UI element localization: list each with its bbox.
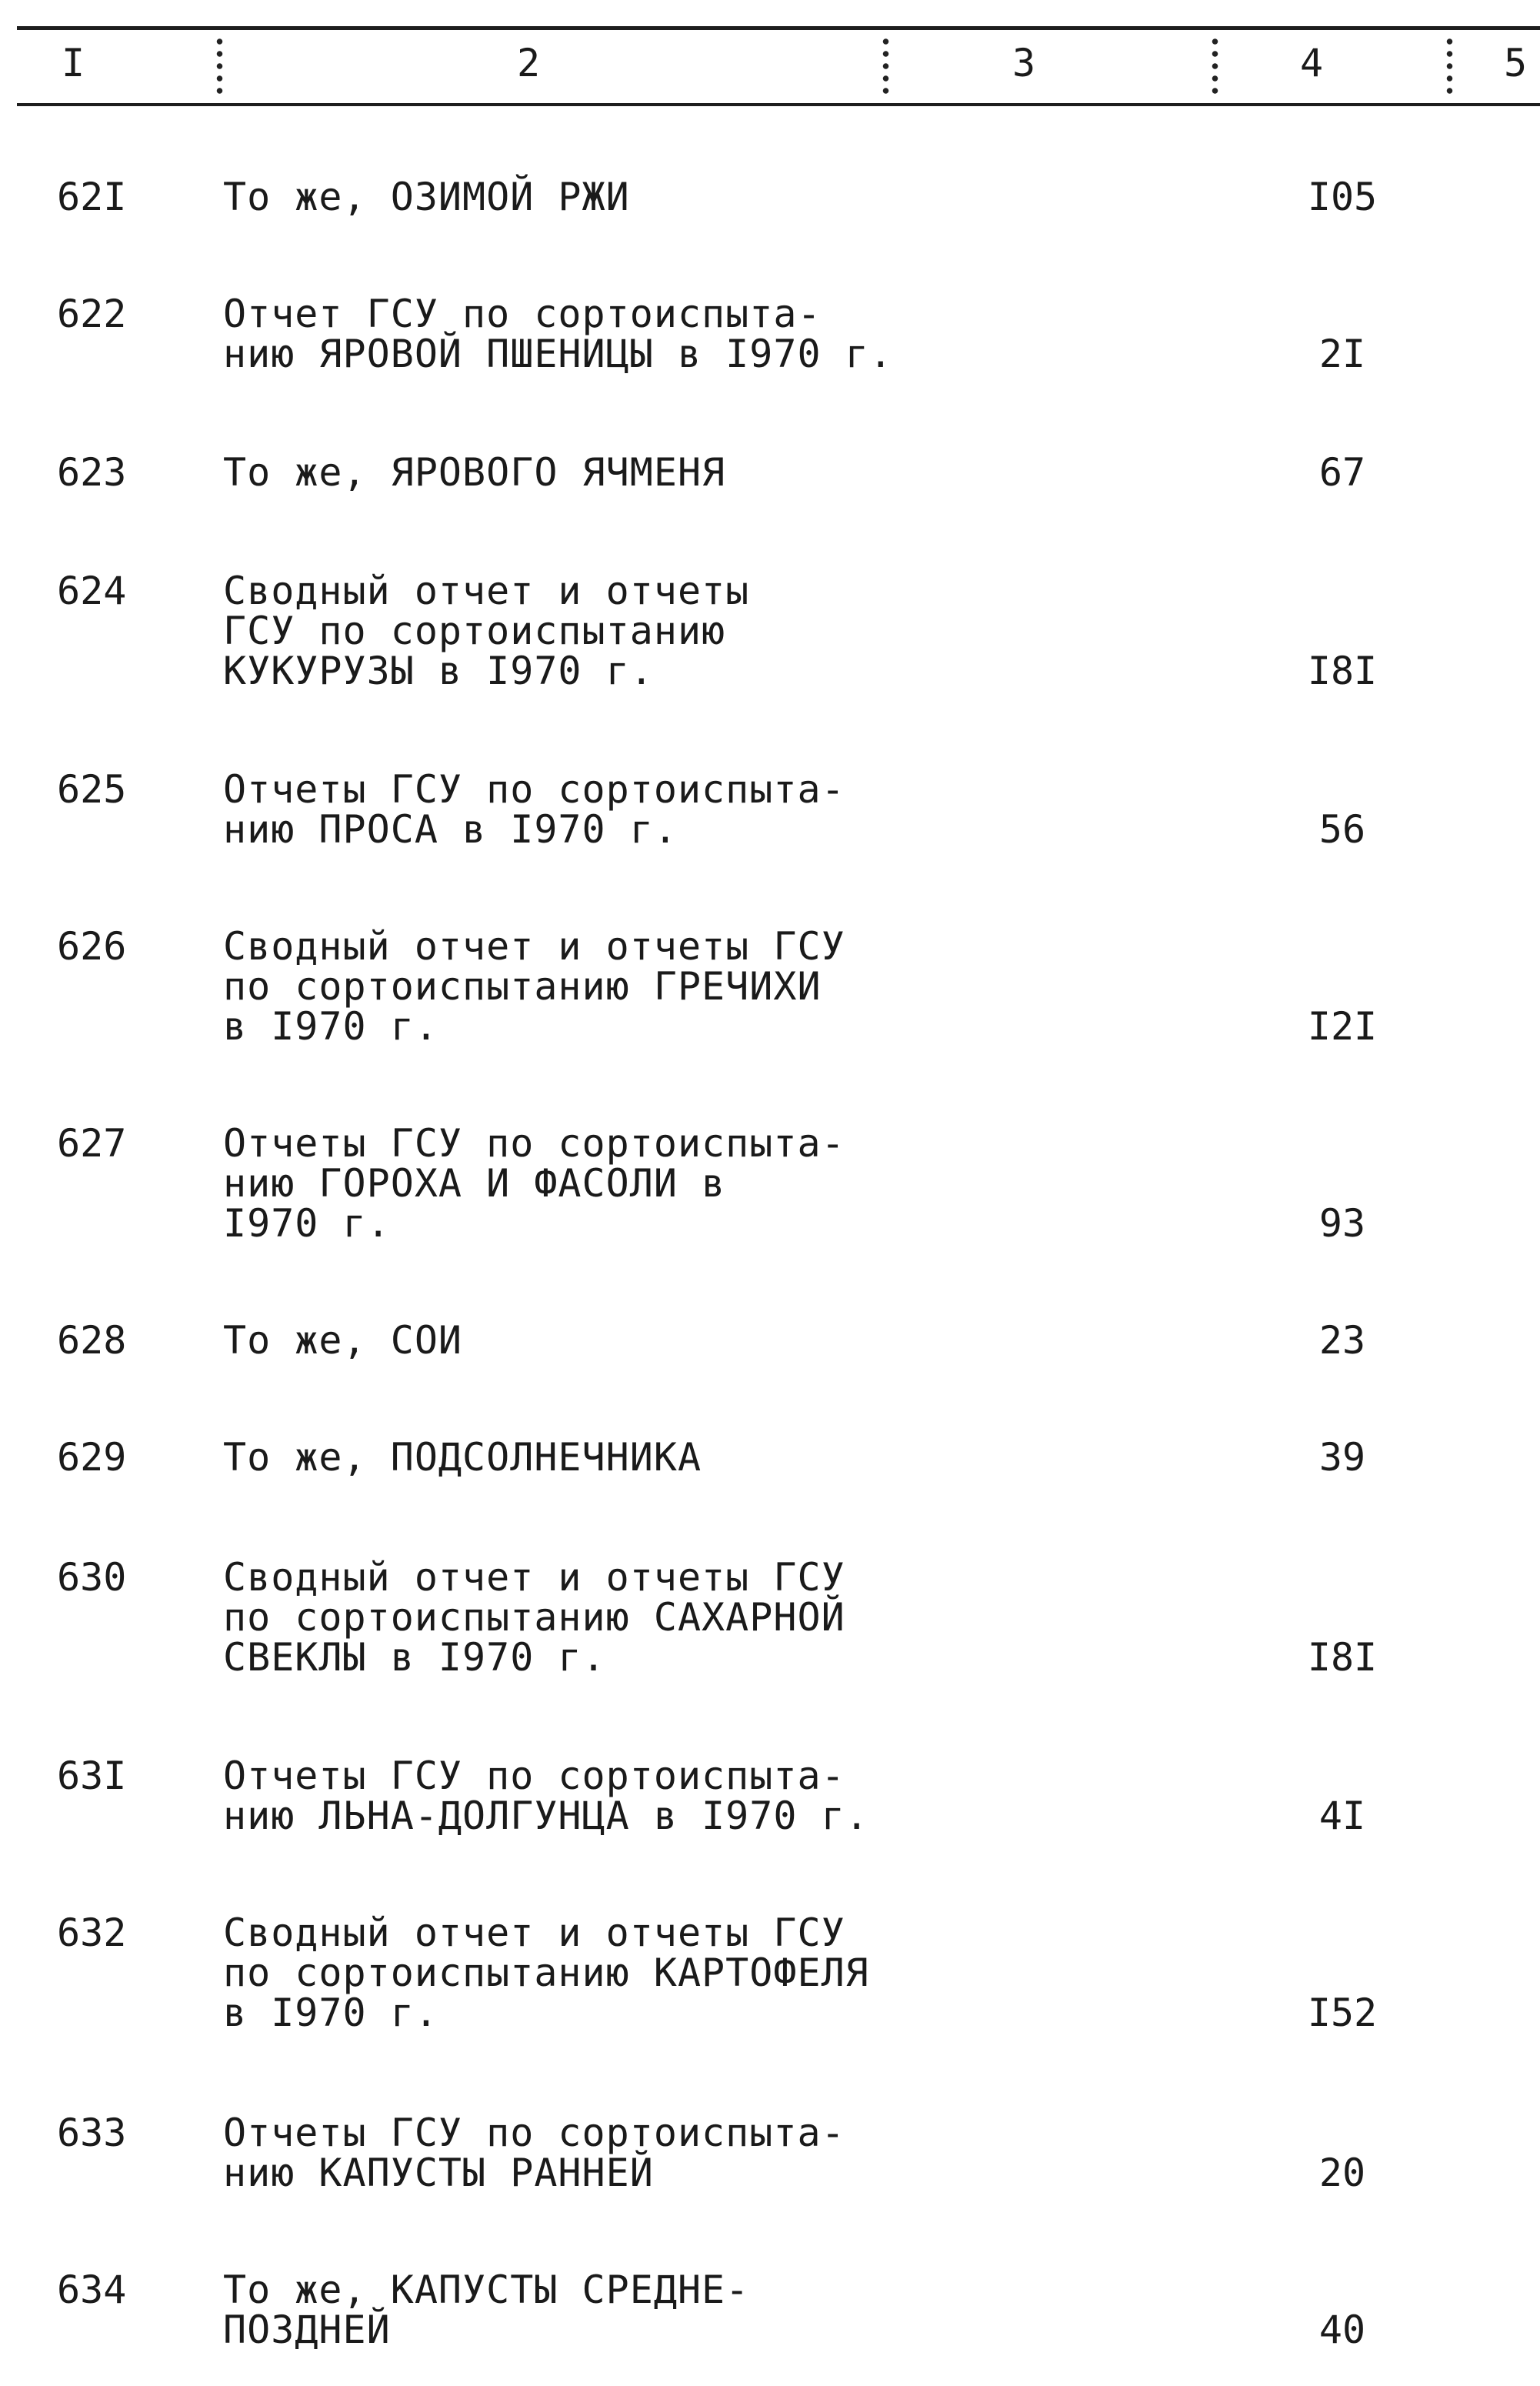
sheet-count: 2I: [1318, 332, 1366, 376]
item-number: 63I: [57, 1754, 127, 1798]
sheet-count: 20: [1318, 2151, 1366, 2195]
item-description: Сводный отчет и отчеты ГСУ по сортоиспытанию КАРТОФЕЛЯ в I970 г.: [223, 1910, 869, 2035]
item-number: 622: [57, 292, 127, 336]
item-description: То же, ЯРОВОГО ЯЧМЕНЯ: [223, 450, 726, 495]
header-col-3: 3: [1012, 41, 1036, 85]
item-description: То же, СОИ: [223, 1318, 463, 1363]
item-number: 626: [57, 924, 127, 969]
sheet-count: 40: [1318, 2308, 1366, 2352]
item-number: 625: [57, 767, 127, 812]
sheet-count: 93: [1318, 1201, 1366, 1246]
header-col-2: 2: [517, 41, 541, 85]
item-description: Сводный отчет и отчеты ГСУ по сортоиспытанию КУКУРУЗЫ в I970 г.: [223, 569, 750, 693]
sheet-count: 23: [1318, 1318, 1366, 1363]
item-number: 632: [57, 1910, 127, 1955]
item-number: 623: [57, 450, 127, 495]
item-number: 634: [57, 2268, 127, 2312]
header-col-4: 4: [1300, 41, 1324, 85]
header-bottom-rule: [17, 103, 1540, 106]
item-description: То же, ОЗИМОЙ РЖИ: [223, 175, 630, 219]
item-description: Отчеты ГСУ по сортоиспыта- нию ГОРОХА И ФАСОЛИ в I970 г.: [223, 1121, 845, 1246]
item-description: То же, ПОДСОЛНЕЧНИКА: [223, 1435, 702, 1480]
item-number: 633: [57, 2111, 127, 2155]
header-top-rule: [17, 26, 1540, 30]
item-description: Сводный отчет и отчеты ГСУ по сортоиспытанию ГРЕЧИХИ в I970 г.: [223, 924, 845, 1049]
header-separator: [882, 35, 889, 98]
item-description: Сводный отчет и отчеты ГСУ по сортоиспытанию САХАРНОЙ СВЕКЛЫ в I970 г.: [223, 1555, 845, 1680]
item-description: Отчет ГСУ по сортоиспыта- нию ЯРОВОЙ ПШЕНИЦЫ в I970 г.: [223, 292, 893, 376]
item-description: Отчеты ГСУ по сортоиспыта- нию КАПУСТЫ РАННЕЙ: [223, 2111, 845, 2195]
header-separator: [1212, 35, 1218, 98]
item-description: Отчеты ГСУ по сортоиспыта- нию ПРОСА в I970 г.: [223, 767, 845, 852]
header-col-5: 5: [1504, 41, 1528, 85]
sheet-count: I2I: [1307, 1004, 1378, 1049]
sheet-count: I05: [1307, 175, 1378, 219]
item-number: 627: [57, 1121, 127, 1166]
item-number: 624: [57, 569, 127, 613]
item-number: 628: [57, 1318, 127, 1363]
header-col-1: I: [62, 41, 85, 85]
sheet-count: I8I: [1307, 649, 1378, 693]
sheet-count: 39: [1318, 1435, 1366, 1480]
sheet-count: 56: [1318, 807, 1366, 852]
item-description: Отчеты ГСУ по сортоиспыта- нию ЛЬНА-ДОЛГУНЦА в I970 г.: [223, 1754, 869, 1838]
header-separator: [1446, 35, 1453, 98]
sheet-count: I8I: [1307, 1635, 1378, 1680]
item-number: 630: [57, 1555, 127, 1600]
item-number: 629: [57, 1435, 127, 1480]
header-separator: [216, 35, 223, 98]
sheet-count: 67: [1318, 450, 1366, 495]
item-description: То же, КАПУСТЫ СРЕДНЕ- ПОЗДНЕЙ: [223, 2268, 750, 2352]
item-number: 62I: [57, 175, 127, 219]
sheet-count: I52: [1307, 1991, 1378, 2035]
sheet-count: 4I: [1318, 1794, 1366, 1838]
